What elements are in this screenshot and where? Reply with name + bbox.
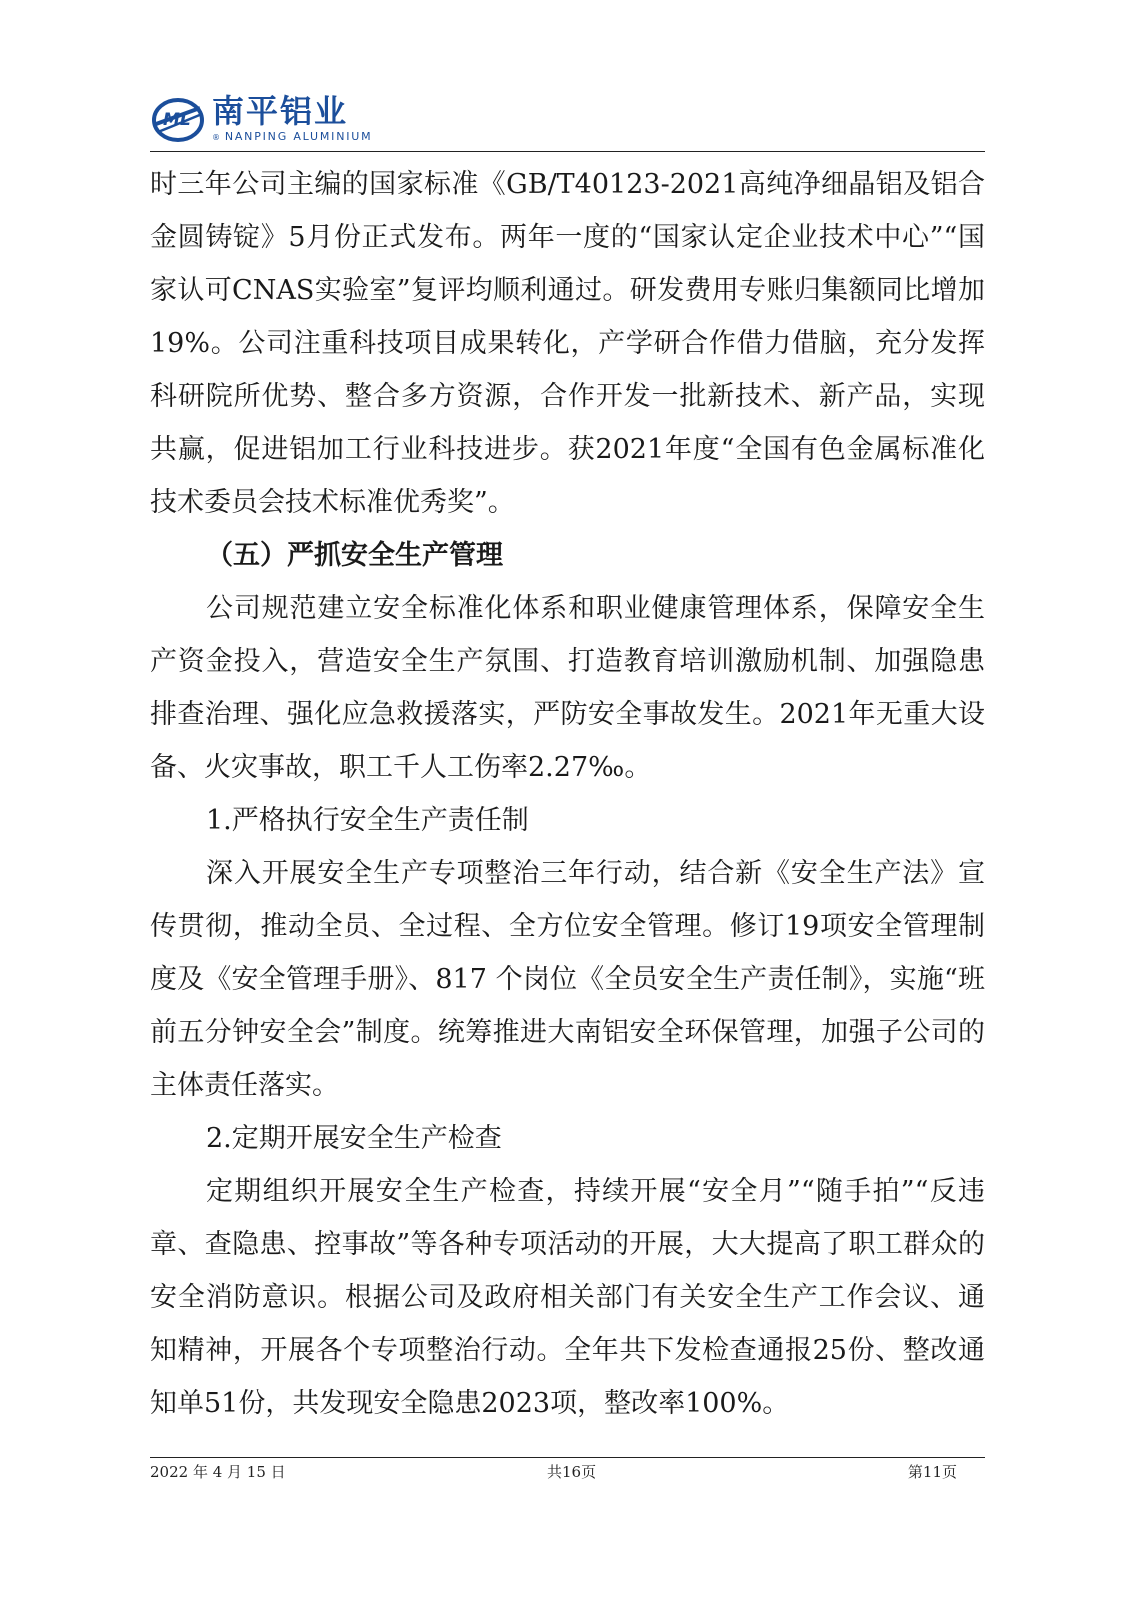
page-footer [150,1461,985,1485]
svg-text:ML: ML [163,110,191,130]
paragraph-research: 时三年公司主编的国家标准《GB/T40123-2021高纯净细晶铝及铝合金圆铸锭》5月份正式发布。两年一度的“国家认定企业技术中心”“国家认可CNAS实验室”复评均顺利通过。研发费用专账归集额同比增加 19%。公司注重科技项目成果转化，产学研合作借力借脑，充分发挥科研院所优势、整合多方资源，合作开发一批新技术、新产品，实现共赢，促进铝加工行业科技进步。获2021年度“全国有色金属标准化技术委员会技术标准优秀奖”。 [150,169,985,518]
document-body [150,158,985,1430]
company-logo [150,92,390,152]
paragraph-inspection: 定期组织开展安全生产检查，持续开展“安全月”“随手拍”“反违章、查隐患、控事故”等各种专项活动的开展，大大提高了职工群众的安全消防意识。根据公司及政府相关部门有关安全生产工作会议、通知精神，开展各个专项整治行动。全年共下发检查通报25份、整改通知单51份，共发现安全隐患2023项，整改率100%。 [150,1176,985,1419]
logo-chinese-name: 南平铝业 [212,92,349,130]
page-header [150,92,985,152]
footer-total-pages: 共16页 [547,1463,597,1481]
section-heading-safety: （五）严抓安全生产管理 [206,540,503,571]
logo-emblem-icon [150,94,206,146]
paragraph-responsibility: 深入开展安全生产专项整治三年行动，结合新《安全生产法》宣传贯彻，推动全员、全过程、全方位安全管理。修订19项安全管理制度及《安全管理手册》、817 个岗位《全员安全生产责任制》，实施“班前五分钟安全会”制度。统筹推进大南铝安全环保管理，加强子公司的主体责任落实。 [150,858,985,1101]
subheading-responsibility: 1.严格执行安全生产责任制 [206,805,529,836]
footer-page-number: 第11页 [907,1463,957,1481]
logo-english-name: ® NANPING ALUMINIUM [212,130,373,143]
subheading-inspection: 2.定期开展安全生产检查 [206,1123,502,1154]
header-divider [150,151,985,152]
footer-divider [150,1457,985,1458]
paragraph-safety-system: 公司规范建立安全标准化体系和职业健康管理体系，保障安全生产资金投入，营造安全生产氛围、打造教育培训激励机制、加强隐患排查治理、强化应急救援落实，严防安全事故发生。2021年无重大设备、火灾事故，职工千人工伤率2.27‰。 [150,593,985,783]
logo-english-text: NANPING ALUMINIUM [224,130,373,143]
footer-date: 2022 年 4 月 15 日 [150,1463,286,1481]
